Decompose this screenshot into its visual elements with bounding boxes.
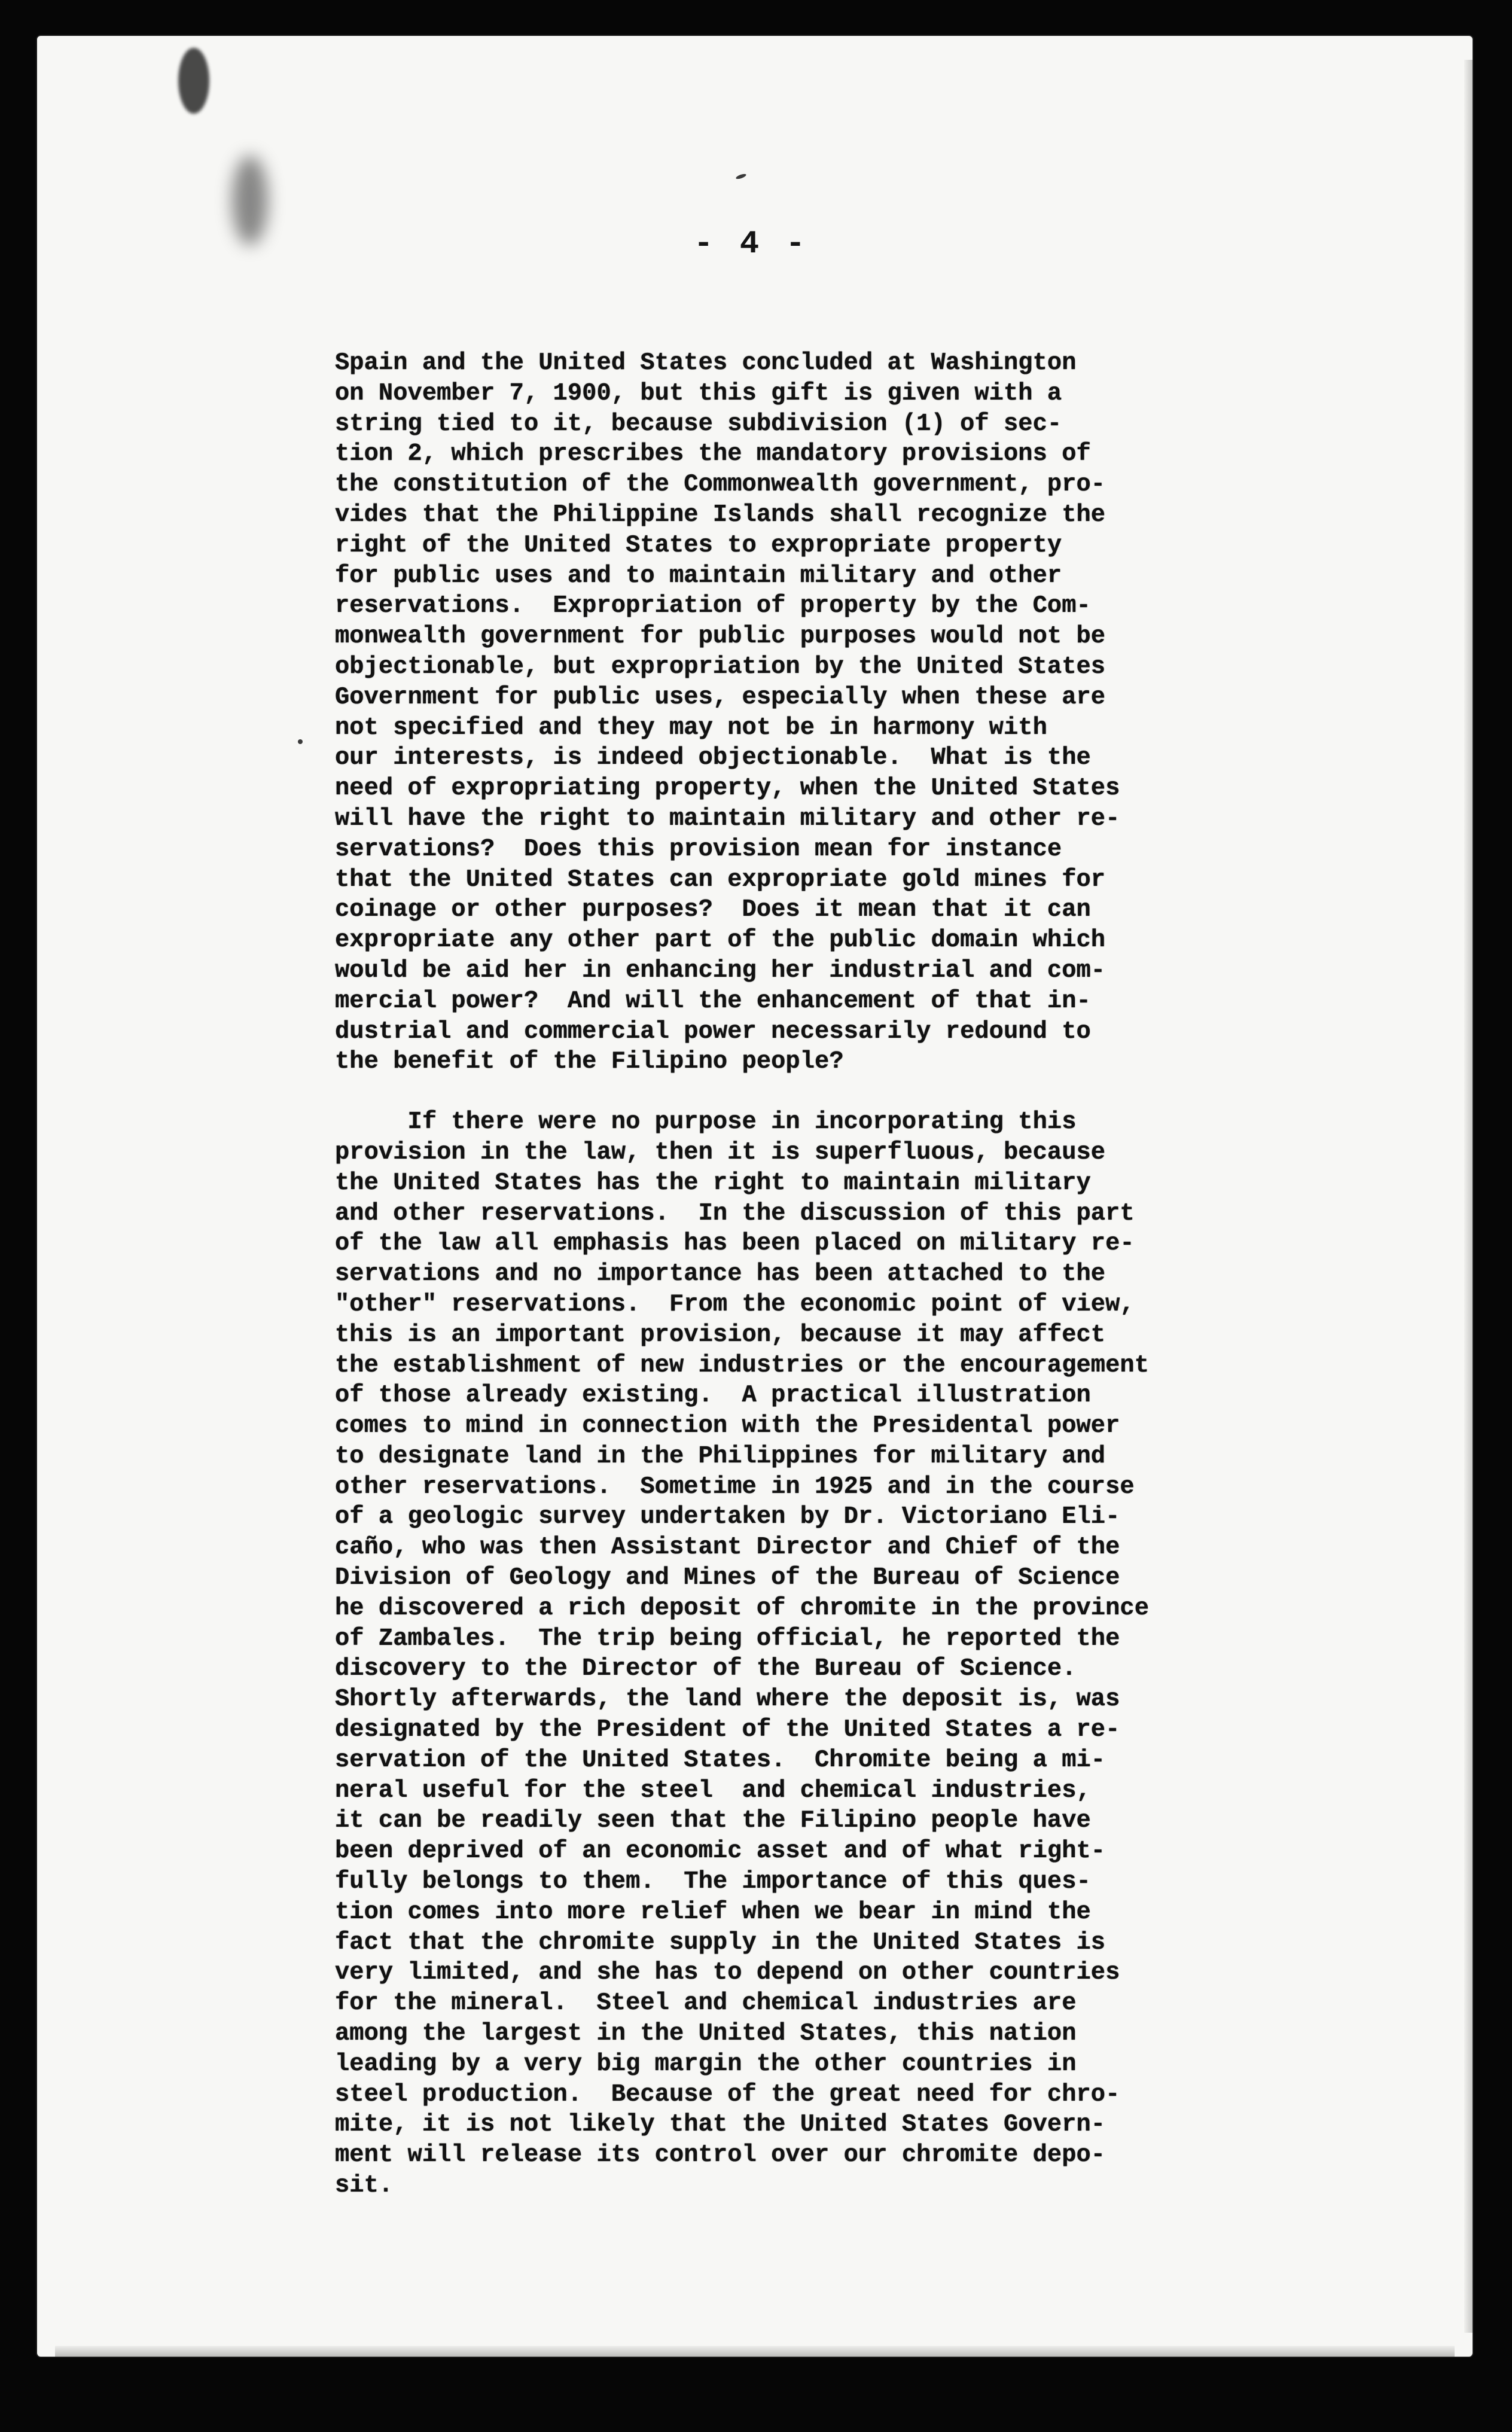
text-line: other reservations. Sometime in 1925 and in the course: [335, 1473, 1135, 1501]
text-line: designated by the President of the United States a re-: [335, 1716, 1120, 1744]
page-edge: [1464, 60, 1473, 2333]
text-line: fact that the chromite supply in the United States is: [335, 1928, 1106, 1956]
text-line: fully belongs to them. The importance of this ques-: [335, 1868, 1091, 1896]
text-line: the benefit of the Filipino people?: [335, 1048, 844, 1076]
text-line: on November 7, 1900, but this gift is given with a: [335, 379, 1062, 407]
paragraph-gap: [335, 1077, 1352, 1107]
text-line: will have the right to maintain military and other re-: [335, 804, 1120, 833]
text-line: tion comes into more relief when we bear in mind the: [335, 1898, 1091, 1926]
text-line: servations and no importance has been attached to the: [335, 1260, 1106, 1288]
text-line: mite, it is not likely that the United States Govern-: [335, 2111, 1106, 2139]
paragraph: [335, 1107, 1352, 2201]
text-line: comes to mind in connection with the Presidental power: [335, 1412, 1120, 1440]
text-line: Shortly afterwards, the land where the deposit is, was: [335, 1686, 1120, 1714]
text-line: coinage or other purposes? Does it mean that it can: [335, 896, 1091, 924]
text-line: and other reservations. In the discussion of this part: [335, 1199, 1135, 1227]
text-line: "other" reservations. From the economic point of view,: [335, 1290, 1135, 1318]
text-line: of the law all emphasis has been placed on military re-: [335, 1230, 1135, 1258]
punch-hole-mark: [178, 48, 209, 114]
text-line: discovery to the Director of the Bureau of Science.: [335, 1655, 1077, 1683]
text-line: tion 2, which prescribes the mandatory provisions of: [335, 440, 1091, 468]
text-line: Government for public uses, especially when these are: [335, 683, 1106, 711]
text-line: right of the United States to expropriate property: [335, 531, 1062, 559]
text-line: caño, who was then Assistant Director and Chief of the: [335, 1534, 1120, 1562]
text-line: the establishment of new industries or the encouragement: [335, 1351, 1150, 1379]
text-line: Spain and the United States concluded at Washington: [335, 349, 1077, 377]
page-bottom-edge: [55, 2346, 1455, 2357]
text-line: If there were no purpose in incorporating this: [335, 1108, 1077, 1136]
text-line: it can be readily seen that the Filipino people have: [335, 1807, 1091, 1835]
text-line: among the largest in the United States, this nation: [335, 2020, 1077, 2048]
text-line: steel production. Because of the great need for chro-: [335, 2080, 1120, 2108]
text-line: to designate land in the Philippines for military and: [335, 1442, 1106, 1470]
text-line: of those already existing. A practical illustration: [335, 1382, 1091, 1410]
text-line: that the United States can expropriate gold mines for: [335, 865, 1106, 894]
text-line: for the mineral. Steel and chemical industries are: [335, 1989, 1077, 2017]
text-line: reservations. Expropriation of property by the Com-: [335, 592, 1091, 620]
text-line: of a geologic survey undertaken by Dr. Victoriano Eli-: [335, 1503, 1120, 1531]
text-line: servations? Does this provision mean for instance: [335, 835, 1062, 863]
text-line: expropriate any other part of the public domain which: [335, 927, 1106, 955]
text-line: would be aid her in enhancing her industrial and com-: [335, 956, 1106, 985]
text-line: dustrial and commercial power necessarily redound to: [335, 1017, 1091, 1046]
text-line: vides that the Philippine Islands shall recognize the: [335, 501, 1106, 529]
text-line: our interests, is indeed objectionable. What is the: [335, 744, 1091, 772]
text-line: for public uses and to maintain military and other: [335, 562, 1062, 590]
text-line: this is an important provision, because it may affect: [335, 1321, 1106, 1349]
text-line: the United States has the right to maintain military: [335, 1169, 1091, 1197]
text-line: need of expropriating property, when the United States: [335, 775, 1120, 803]
text-line: very limited, and she has to depend on other countries: [335, 1959, 1120, 1987]
paragraph: [335, 348, 1352, 1077]
text-line: provision in the law, then it is superfluous, because: [335, 1138, 1106, 1166]
text-line: Division of Geology and Mines of the Bureau of Science: [335, 1564, 1120, 1592]
text-line: of Zambales. The trip being official, he reported the: [335, 1625, 1120, 1653]
text-line: ment will release its control over our chromite depo-: [335, 2141, 1106, 2169]
text-line: string tied to it, because subdivision (1) of sec-: [335, 410, 1062, 438]
text-line: mercial power? And will the enhancement of that in-: [335, 987, 1091, 1015]
text-line: been deprived of an economic asset and of what right-: [335, 1837, 1106, 1866]
text-line: leading by a very big margin the other countries in: [335, 2050, 1077, 2078]
text-line: sit.: [335, 2172, 394, 2200]
text-line: neral useful for the steel and chemical industries,: [335, 1776, 1091, 1805]
text-line: not specified and they may not be in harmony with: [335, 714, 1047, 742]
document-body: [335, 348, 1352, 2201]
text-line: objectionable, but expropriation by the United States: [335, 653, 1106, 681]
page-number: - 4 -: [694, 226, 809, 263]
text-line: the constitution of the Commonwealth government, pro-: [335, 471, 1106, 499]
text-line: he discovered a rich deposit of chromite in the province: [335, 1594, 1150, 1622]
text-line: servation of the United States. Chromite being a mi-: [335, 1746, 1106, 1774]
text-line: monwealth government for public purposes would not be: [335, 623, 1106, 651]
ink-speck: [298, 739, 303, 744]
smudge-mark: [232, 156, 268, 245]
